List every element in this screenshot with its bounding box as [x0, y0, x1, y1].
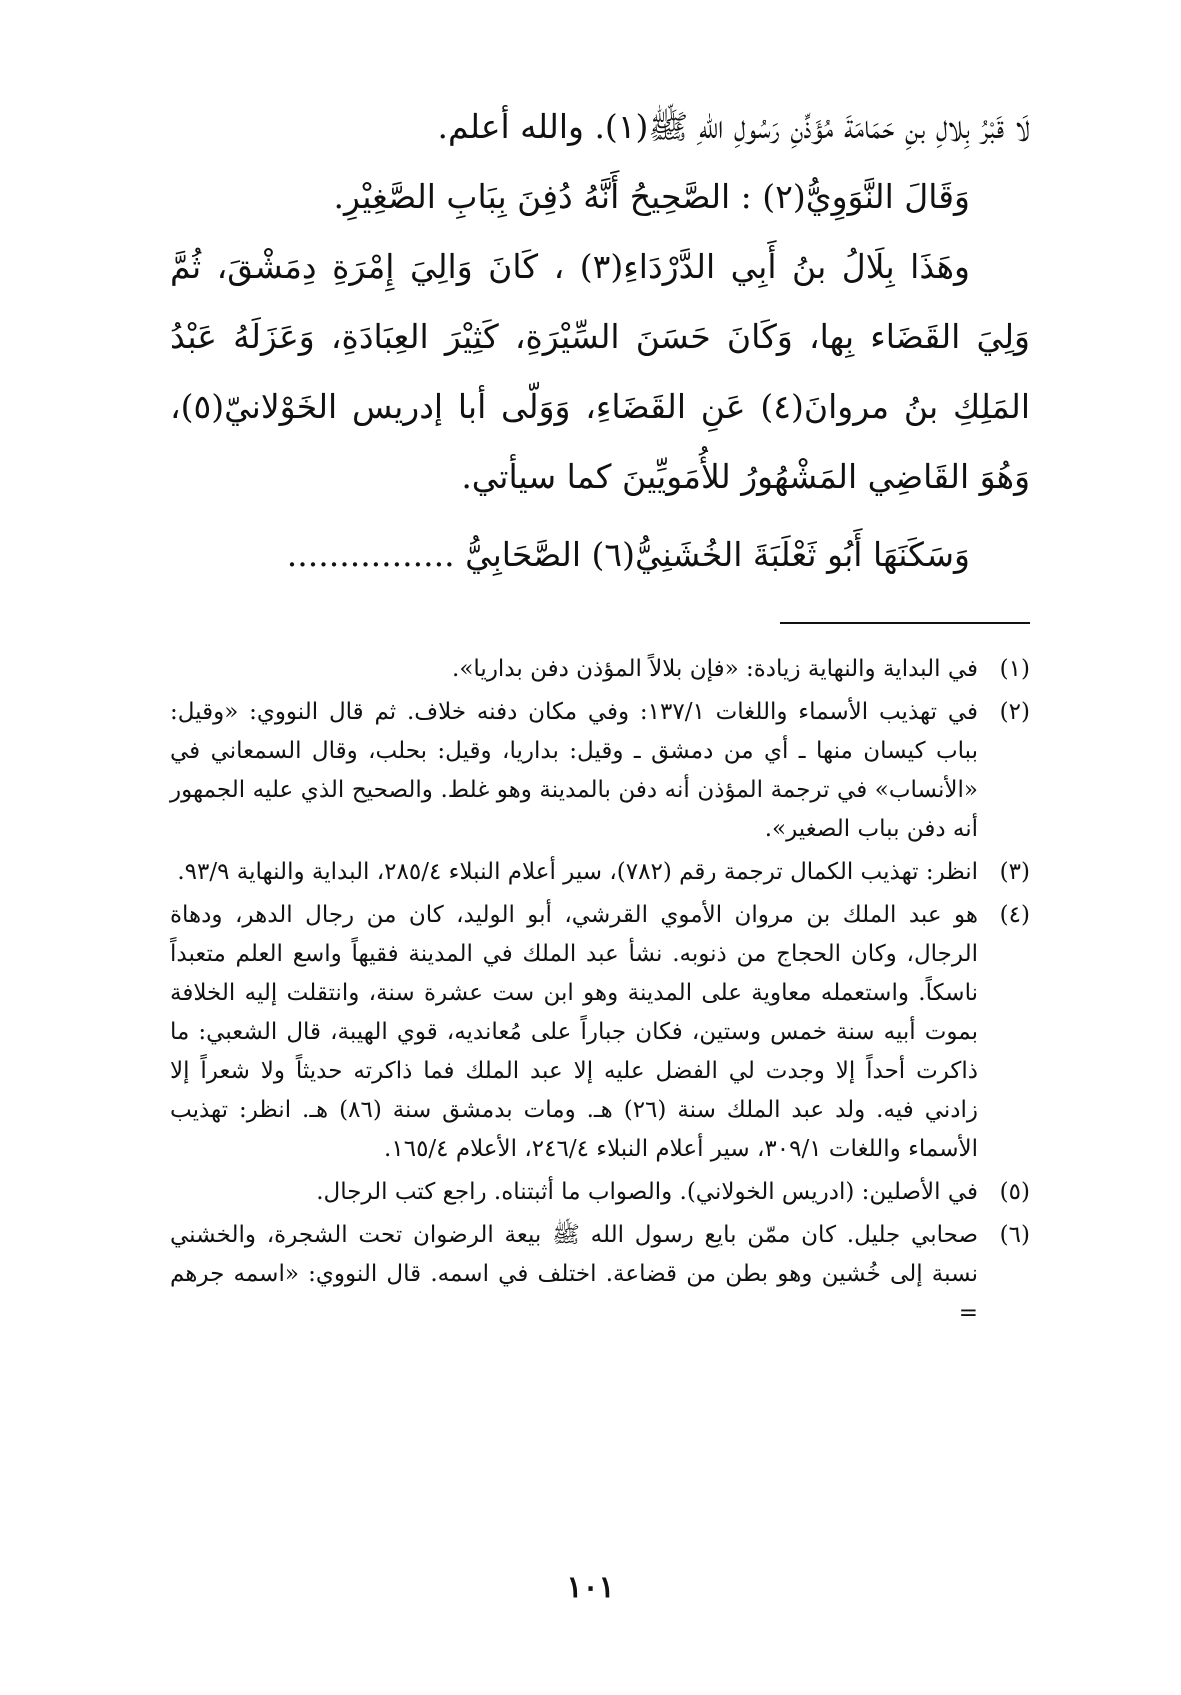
footnote-text: صحابي جليل. كان ممّن بايع رسول الله ﷺ بيعة الرضوان تحت الشجرة، والخشني نسبة إلى خُشين وهو بطن من قضاعة. اختلف في اسمه. قال النووي: «اسمه جرهم = [170, 1222, 978, 1326]
footnote-number: (١) [999, 656, 1030, 682]
footnote-3 [170, 853, 1030, 892]
footnote-number: (٦) [999, 1222, 1030, 1248]
footnote-6 [170, 1216, 1030, 1333]
footnote-number: (٥) [999, 1179, 1030, 1205]
footnote-text: في البداية والنهاية زيادة: «فإن بلالاً المؤذن دفن بداريا». [452, 656, 978, 682]
main-text-line-1: لَا قَبْرُ بِلالِ بنِ حَمَامَةَ مُؤَذِّنِ رَسُولِ اللهِ ﷺ(١). والله أعلم. [437, 107, 1030, 146]
footnotes [170, 650, 1030, 1337]
footnote-text: هو عبد الملك بن مروان الأموي القرشي، أبو الوليد، كان من رجال الدهر، ودهاة الرجال، وكان الحجاج من ذنوبه. نشأ عبد الملك في المدينة فقيهاً واسع العلم متعبداً ناسكاً. واستعمله معاوية على المدينة وهو ابن ست عشرة سنة، وانتقلت إليه الخلافة بموت أبيه سنة خمس وستين، فكان جباراً على مُعانديه، قوي الهيبة، قال الشعبي: ما ذاكرت أحداً إلا وجدت لي الفضل عليه إلا عبد الملك فما ذاكرته حديثاً ولا شعراً إلا زادني فيه. ولد عبد الملك سنة (٢٦) هـ. ومات بدمشق سنة (٨٦) هـ. انظر: تهذيب الأسماء واللغات ٣٠٩/١، سير أعلام النبلاء ٢٤٦/٤، الأعلام ١٦٥/٤. [170, 902, 978, 1162]
footnote-5 [170, 1173, 1030, 1212]
main-text-paragraph-3: وهَذَا بِلَالُ بنُ أَبِي الدَّرْدَاءِ(٣) ، كَانَ وَالِيَ إِمْرَةِ دِمَشْقَ، ثُمَّ وَلِيَ القَضَاء بِها، وَكَانَ حَسَنَ السِّيْرَةِ، كَثِيْرَ العِبَادَةِ، وَعَزَلَهُ عَبْدُ المَلِكِ بنُ مروانَ(٤) عَنِ القَضَاءِ، وَوَلّى أبا إدريس الخَوْلانيّ(٥)، وَهُوَ القَاضِي المَشْهُورُ للأُمَويِّينَ كما سيأتي. [170, 247, 1031, 496]
page-number: ١٠١ [566, 1570, 615, 1605]
main-text [170, 92, 1030, 590]
footnote-number: (٢) [999, 699, 1030, 725]
footnote-2 [170, 693, 1030, 849]
footnote-text: في تهذيب الأسماء واللغات ١٣٧/١: وفي مكان دفنه خلاف. ثم قال النووي: «وقيل: بباب كيسان منها ـ أي من دمشق ـ وقيل: بداريا، وقيل: بحلب، وقال السمعاني في «الأنساب» في ترجمة المؤذن أنه دفن بالمدينة وهو غلط. والصحيح الذي عليه الجمهور أنه دفن بباب الصغير». [170, 699, 978, 842]
footnote-divider [780, 622, 1030, 624]
main-text-line-4 [170, 520, 1030, 590]
footnote-number: (٤) [999, 902, 1030, 928]
footnote-text: انظر: تهذيب الكمال ترجمة رقم (٧٨٢)، سير أعلام النبلاء ٢٨٥/٤، البداية والنهاية ٩٣/٩. [177, 859, 978, 885]
main-text-line-2: وَقَالَ النَّوَوِيُّ(٢) : الصَّحِيحُ أَنَّهُ دُفِنَ بِبَابِ الصَّغِيْرِ. [333, 177, 970, 216]
footnote-1 [170, 650, 1030, 689]
footnote-text: في الأصلين: (ادريس الخولاني). والصواب ما أثبتناه. راجع كتب الرجال. [316, 1179, 978, 1205]
footnote-4 [170, 896, 1030, 1169]
footnote-number: (٣) [999, 859, 1030, 885]
main-text-line-4-text: وَسَكَنَهَا أَبُو ثَعْلَبَةَ الخُشَنِيُّ(٦) الصَّحَابِيُّ [465, 535, 970, 574]
main-text-line-4-dots: ................ [286, 535, 455, 574]
